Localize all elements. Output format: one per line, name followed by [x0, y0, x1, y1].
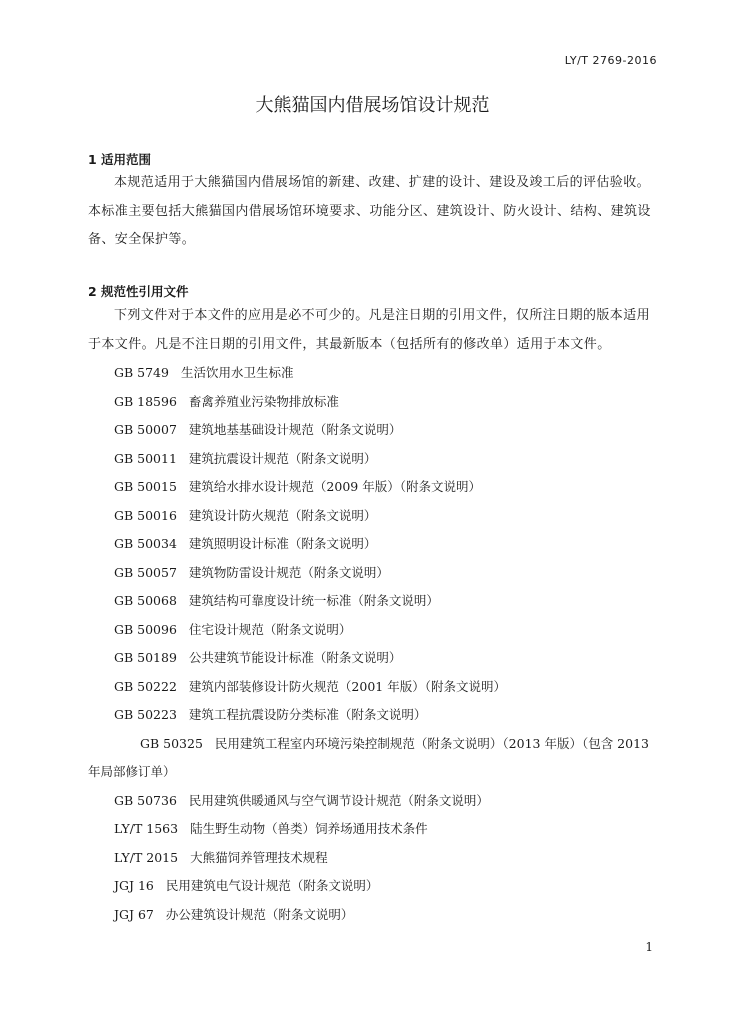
reference-code: GB 50011 [114, 450, 177, 466]
reference-title: 民用建筑供暖通风与空气调节设计规范（附条文说明） [188, 792, 489, 808]
reference-title: 建筑物防雷设计规范（附条文说明） [188, 564, 389, 580]
reference-code: GB 50096 [114, 621, 177, 637]
reference-item [88, 872, 658, 901]
reference-item [88, 701, 658, 730]
reference-code: GB 50222 [114, 678, 177, 694]
reference-item [88, 473, 658, 502]
reference-code: GB 50223 [114, 707, 177, 722]
reference-item [88, 673, 658, 702]
reference-title: 建筑结构可靠度设计统一标准（附条文说明） [188, 593, 439, 608]
reference-title: 大熊猫饲养管理技术规程 [190, 849, 328, 865]
reference-title: 办公建筑设计规范（附条文说明） [165, 906, 354, 922]
reference-code: GB 50057 [114, 564, 177, 580]
section-2-paragraph: 下列文件对于本文件的应用是必不可少的。凡是注日期的引用文件，仅所注日期的版本适用于本文件。凡是不注日期的引用文件，其最新版本（包括所有的修改单）适用于本文件。 [88, 308, 651, 352]
standard-code: LY/T 2769-2016 [564, 54, 657, 67]
reference-item [88, 815, 658, 844]
reference-title: 陆生野生动物（兽类）饲养场通用技术条件 [190, 821, 428, 836]
reference-item [88, 530, 658, 559]
reference-code: GB 50016 [114, 507, 177, 523]
reference-code: GB 50068 [114, 593, 177, 608]
reference-list [88, 359, 658, 929]
page-number: 1 [645, 940, 653, 954]
reference-item [88, 388, 658, 417]
reference-item [88, 559, 658, 588]
reference-item [88, 644, 658, 673]
reference-item [88, 730, 658, 787]
reference-code: GB 50007 [114, 422, 177, 437]
reference-title: 公共建筑节能设计标准（附条文说明） [188, 650, 402, 665]
reference-code: GB 50325 [140, 735, 203, 751]
reference-item [88, 616, 658, 645]
section-1-heading: 1 适用范围 [88, 152, 152, 167]
reference-code: GB 50015 [114, 479, 177, 494]
reference-title: 生活饮用水卫生标准 [180, 365, 294, 380]
reference-title: 建筑内部装修设计防火规范（2001 年版）（附条文说明） [188, 678, 506, 694]
reference-item [88, 787, 658, 816]
section-2-heading: 2 规范性引用文件 [88, 284, 189, 299]
section-1-paragraph: 本规范适用于大熊猫国内借展场馆的新建、改建、扩建的设计、建设及竣工后的评估验收。本标准主要包括大熊猫国内借展场馆环境要求、功能分区、建筑设计、防火设计、结构、建筑设备、安全保护等。 [88, 175, 651, 247]
reference-code: JGJ 16 [114, 878, 154, 893]
reference-title: 畜禽养殖业污染物排放标准 [188, 393, 339, 409]
reference-title: 建筑设计防火规范（附条文说明） [188, 507, 377, 523]
reference-code: JGJ 67 [114, 906, 154, 922]
reference-item [88, 359, 658, 388]
reference-code: GB 50736 [114, 792, 177, 808]
reference-code: LY/T 1563 [114, 821, 179, 836]
reference-item [88, 416, 658, 445]
reference-title: 民用建筑电气设计规范（附条文说明） [165, 878, 379, 893]
reference-code: GB 5749 [114, 365, 169, 380]
reference-title: 建筑给水排水设计规范（2009 年版）（附条文说明） [188, 479, 481, 494]
reference-title: 建筑抗震设计规范（附条文说明） [188, 450, 377, 466]
reference-item [88, 502, 658, 531]
reference-title: 民用建筑工程室内环境污染控制规范（附条文说明）（2013 年版）（包含 2013 年局部修订单） [88, 735, 649, 779]
reference-title: 建筑照明设计标准（附条文说明） [188, 536, 377, 551]
reference-item [88, 901, 658, 930]
reference-title: 建筑工程抗震设防分类标准（附条文说明） [188, 707, 427, 722]
reference-code: GB 18596 [114, 393, 177, 409]
reference-item [88, 587, 658, 616]
reference-title: 住宅设计规范（附条文说明） [188, 621, 352, 637]
document-title: 大熊猫国内借展场馆设计规范 [255, 95, 490, 116]
reference-code: GB 50189 [114, 650, 177, 665]
reference-code: LY/T 2015 [114, 849, 179, 865]
reference-item [88, 844, 658, 873]
reference-code: GB 50034 [114, 536, 177, 551]
reference-title: 建筑地基基础设计规范（附条文说明） [188, 422, 402, 437]
reference-item [88, 445, 658, 474]
